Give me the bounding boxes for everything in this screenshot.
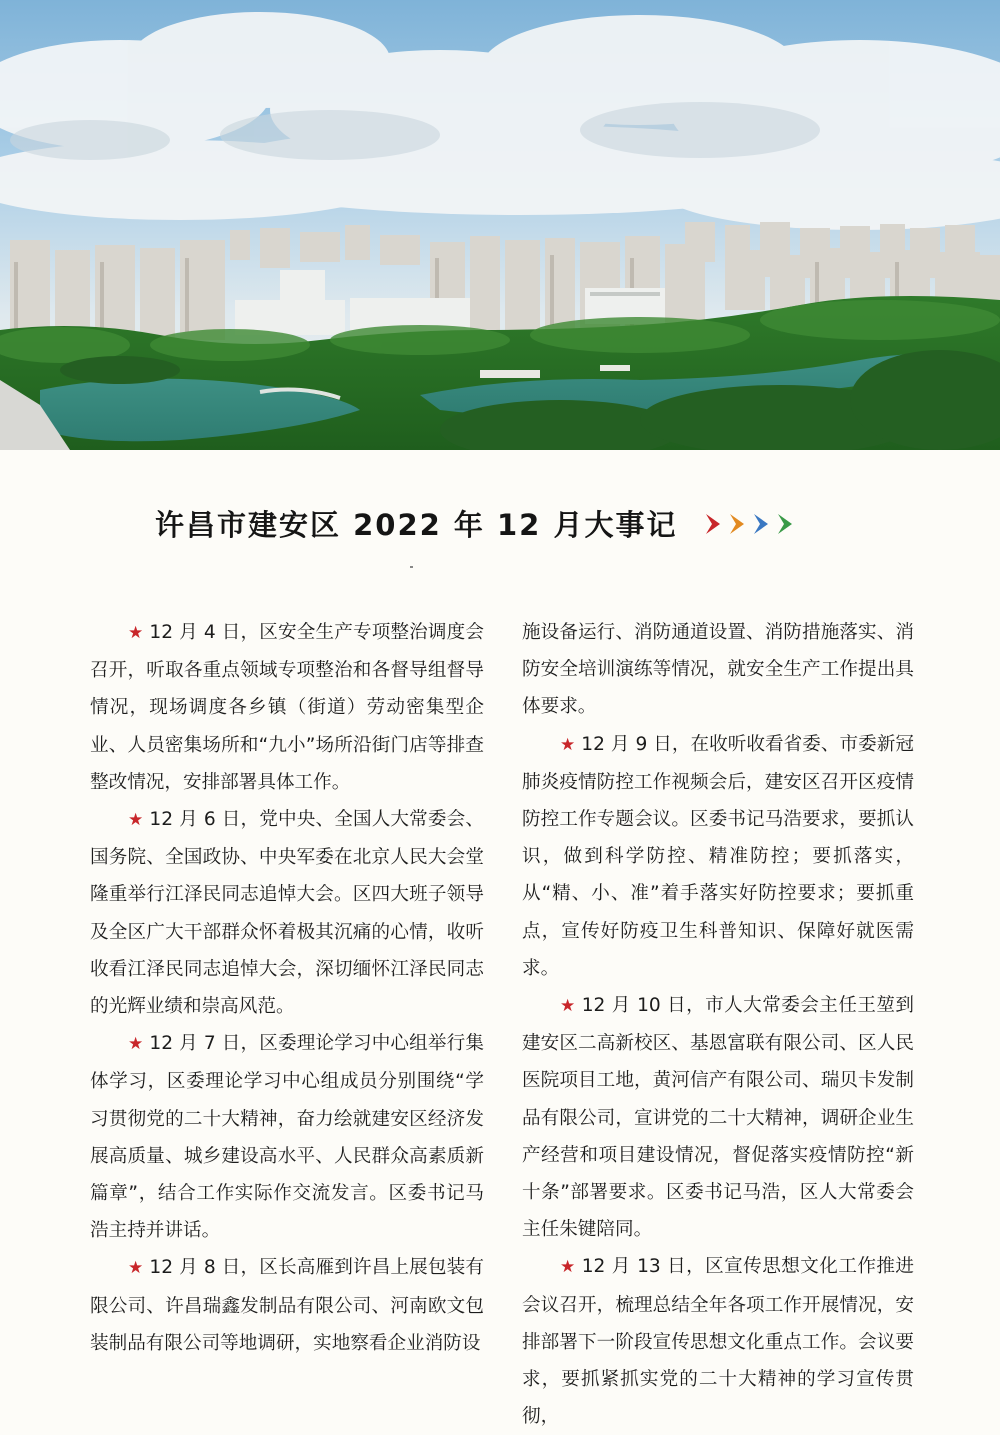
- entry-text: 12 月 9 日，在收听收看省委、市委新冠肺炎疫情防控工作视频会后，建安区召开区疫情防控工作专题会议。区委书记马浩要求，要抓认识，做到科学防控、精准防控；要抓落实，从“精、小、准”着手落实好防控要求；要抓重点，宣传好防疫卫生科普知识、保障好就医需求。: [522, 733, 914, 979]
- entry-text: 12 月 6 日，党中央、全国人大常委会、国务院、全国政协、中央军委在北京人民大会堂隆重举行江泽民同志追悼大会。区四大班子领导及全区广大干部群众怀着极其沉痛的心情，收听收看江泽民同志追悼大会，深切缅怀江泽民同志的光辉业绩和崇高风范。: [90, 809, 484, 1018]
- entry-dec-6: [90, 801, 484, 1025]
- entry-dec-4: [90, 614, 484, 801]
- entry-text: 12 月 10 日，市人大常委会主任王堃到建安区二高新校区、基恩富联有限公司、区人民医院项目工地，黄河信产有限公司、瑞贝卡发制品有限公司，宣讲党的二十大精神，调研企业生产经营和项目建设情况，督促落实疫情防控“新十条”部署要求。区委书记马浩，区人大常委会主任朱键陪同。: [522, 995, 914, 1241]
- entry-dec-8-continued: [522, 614, 914, 726]
- hero-city-photo: [0, 0, 1000, 450]
- entry-dec-7: [90, 1025, 484, 1249]
- entry-text: 12 月 8 日，区长高雁到许昌上展包装有限公司、许昌瑞鑫发制品有限公司、河南欧文包装制品有限公司等地调研，实地察看企业消防设: [90, 1257, 484, 1354]
- star-bullet-icon: ★: [128, 810, 144, 831]
- page-title: 许昌市建安区 2022 年 12 月大事记: [155, 508, 678, 542]
- entry-dec-10: [522, 987, 914, 1248]
- title-row: [0, 500, 1000, 550]
- entry-text: 施设备运行、消防通道设置、消防措施落实、消防安全培训演练等情况，就安全生产工作提出具体要求。: [522, 622, 914, 718]
- entry-text: 12 月 4 日，区安全生产专项整治调度会召开，听取各重点领域专项整治和各督导组督导情况，现场调度各乡镇（街道）劳动密集型企业、人员密集场所和“九小”场所沿街门店等排查整改情况，安排部署具体工作。: [90, 622, 484, 793]
- print-speck: [410, 566, 413, 568]
- entry-text: 12 月 13 日，区宣传思想文化工作推进会议召开，梳理总结全年各项工作开展情况，安排部署下一阶段宣传思想文化重点工作。会议要求，要抓紧抓实党的二十大精神的学习宣传贯彻，: [522, 1256, 914, 1428]
- star-bullet-icon: ★: [560, 996, 576, 1017]
- entry-dec-8: [90, 1249, 484, 1362]
- right-column: [522, 614, 914, 1435]
- title-arrows-icon: [706, 512, 810, 536]
- star-bullet-icon: ★: [128, 1034, 144, 1055]
- star-bullet-icon: ★: [560, 1257, 576, 1278]
- entry-dec-13: [522, 1248, 914, 1435]
- star-bullet-icon: ★: [128, 1258, 144, 1279]
- entry-dec-9: [522, 726, 914, 987]
- star-bullet-icon: ★: [128, 623, 144, 643]
- star-bullet-icon: ★: [560, 734, 576, 755]
- entry-text: 12 月 7 日，区委理论学习中心组举行集体学习，区委理论学习中心组成员分别围绕“学习贯彻党的二十大精神，奋力绘就建安区经济发展高质量、城乡建设高水平、人民群众高素质新篇章”，结合工作实际作交流发言。区委书记马浩主持并讲话。: [90, 1033, 484, 1242]
- left-column: [90, 614, 484, 1362]
